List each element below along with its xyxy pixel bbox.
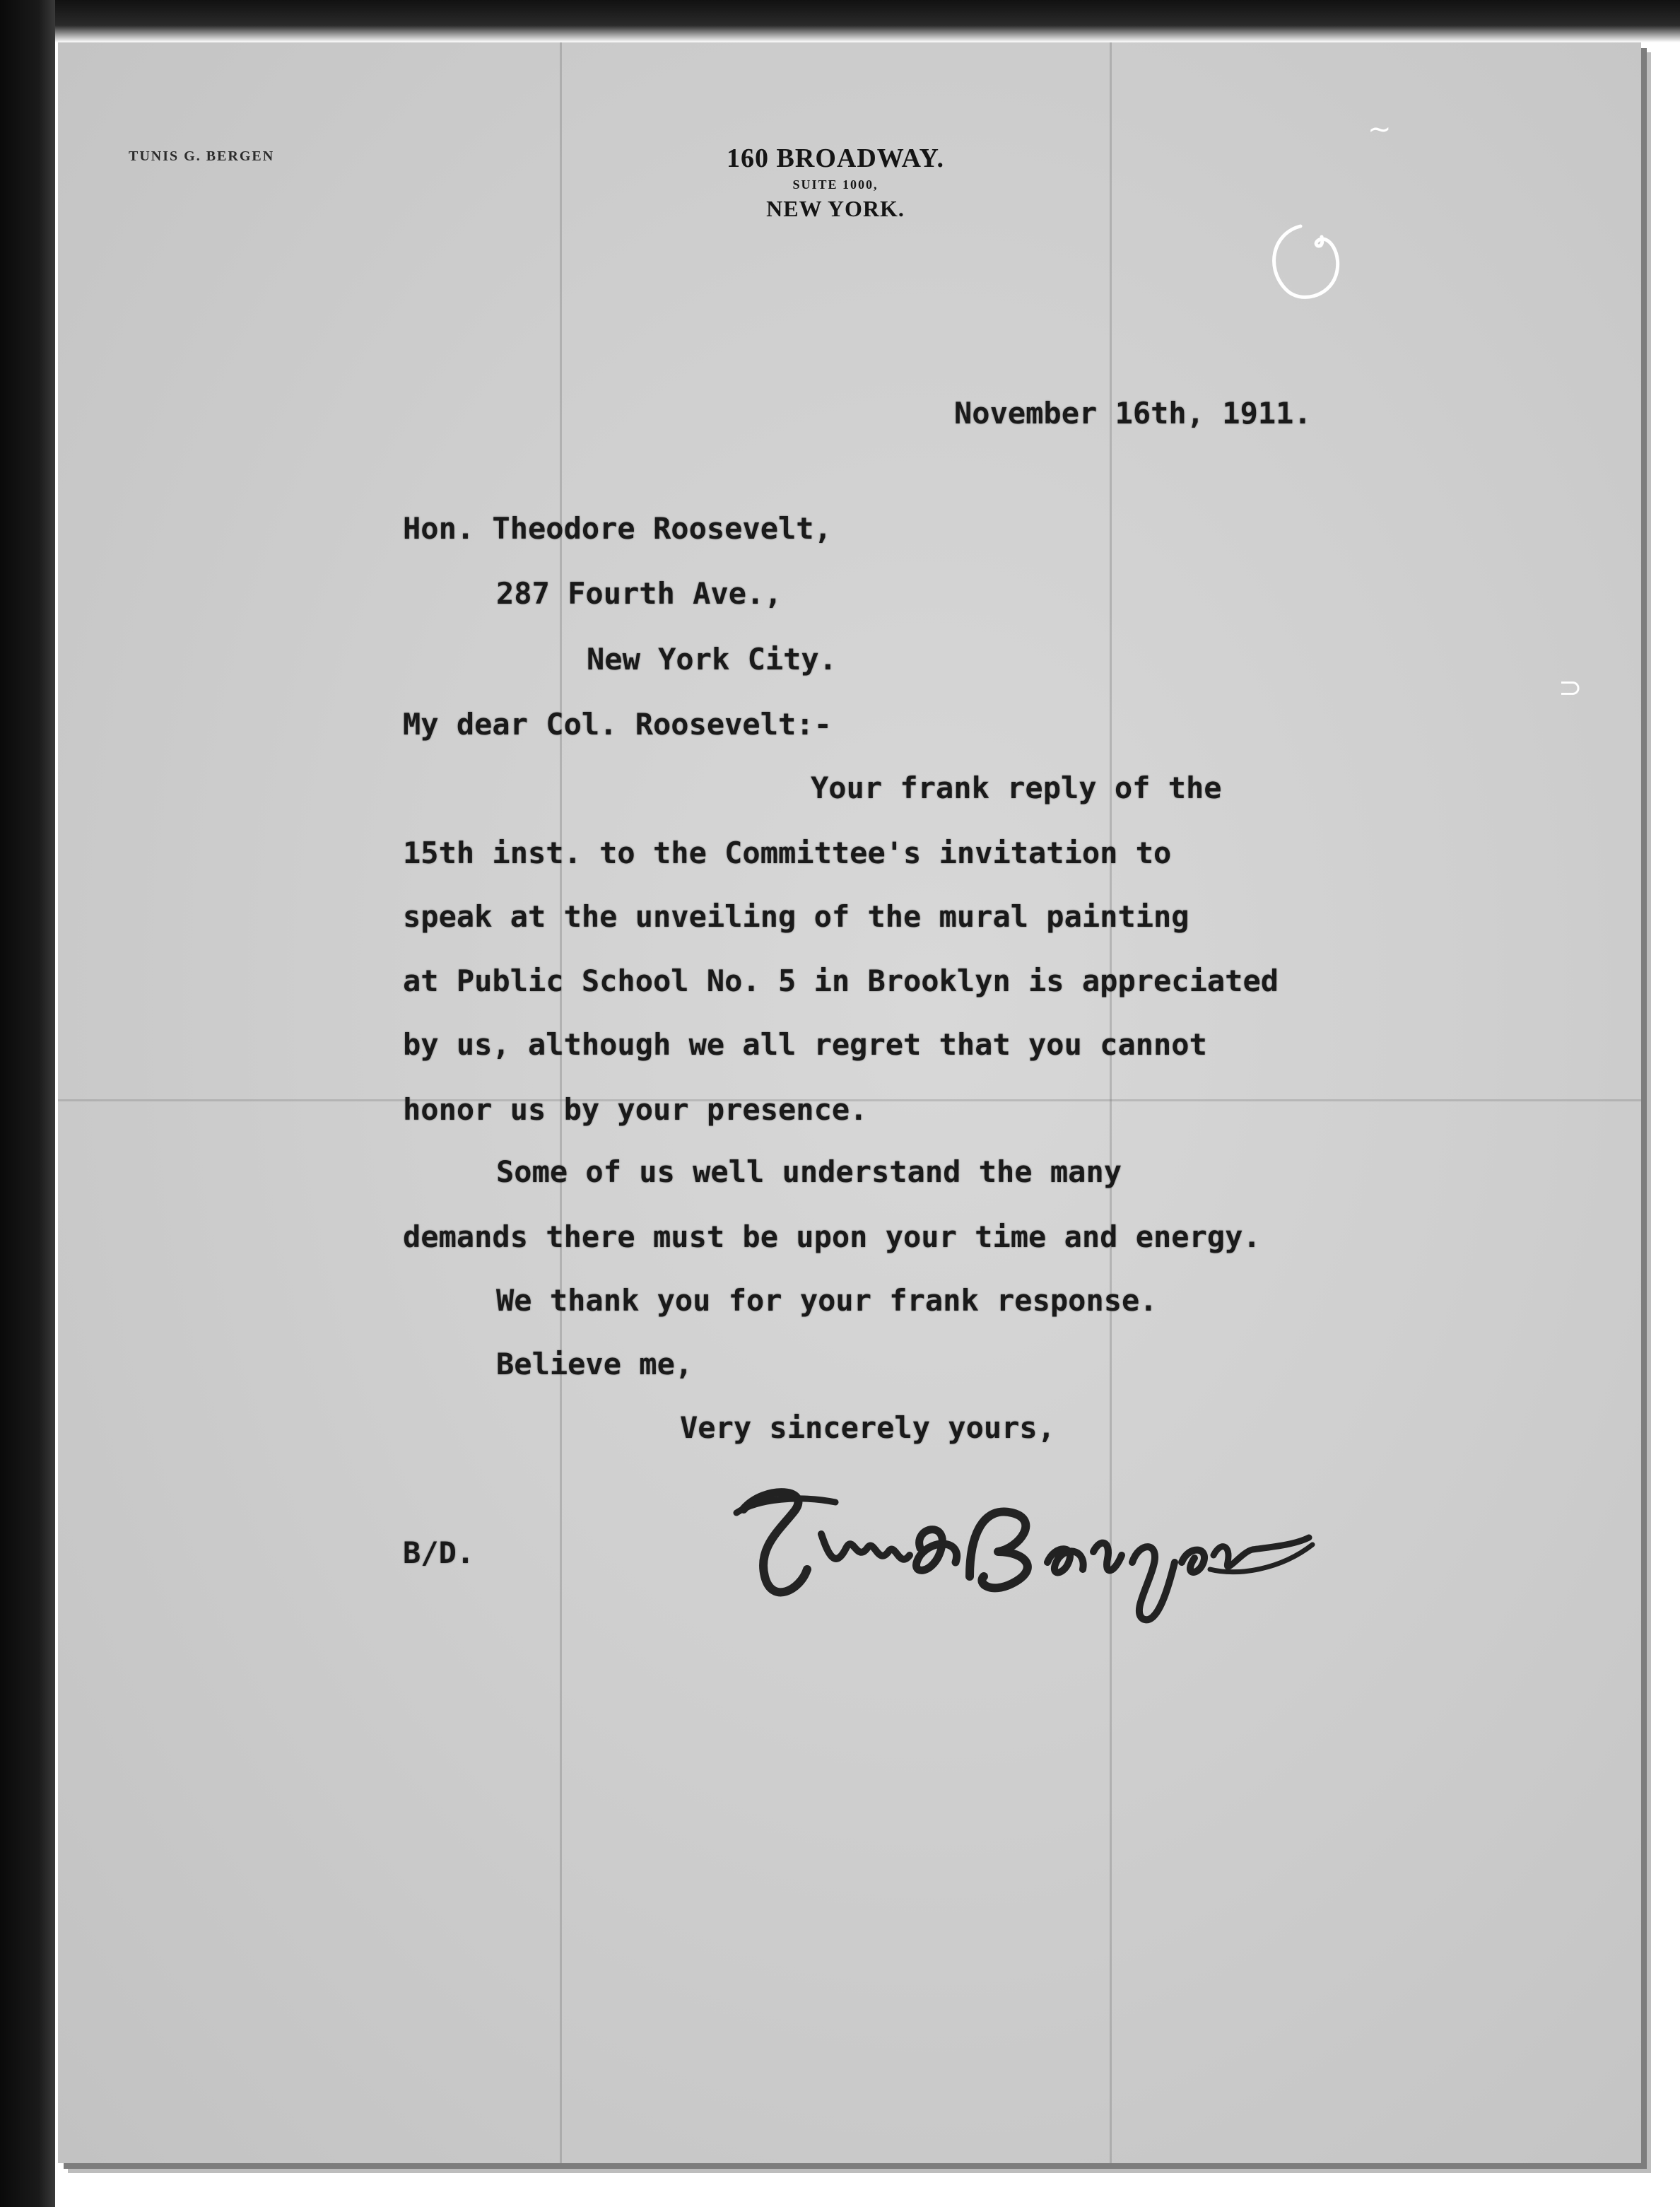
- scan-border-left: [0, 0, 55, 2207]
- body-line: Believe me,: [496, 1347, 693, 1381]
- scan-blemish: ⊃: [1558, 672, 1582, 704]
- scan-border-top: [0, 0, 1680, 42]
- body-line: by us, although we all regret that you cannot: [403, 1027, 1207, 1062]
- fold-line-vertical: [1110, 42, 1112, 2163]
- scan-blemish: ~: [1368, 113, 1392, 146]
- handwritten-signature: [715, 1470, 1316, 1640]
- recipient-street: 287 Fourth Ave.,: [496, 576, 782, 611]
- recipient-city: New York City.: [587, 642, 838, 677]
- body-line: We thank you for your frank response.: [496, 1283, 1158, 1318]
- letter-sheet: [58, 42, 1641, 2163]
- body-line: Some of us well understand the many: [496, 1154, 1122, 1189]
- body-line: Your frank reply of the: [811, 771, 1222, 805]
- body-line: 15th inst. to the Committee's invitation to: [403, 836, 1172, 870]
- letterhead-street: 160 BROADWAY.: [727, 144, 944, 173]
- letterhead-suite: SUITE 1000,: [792, 177, 879, 192]
- closing: Very sincerely yours,: [680, 1410, 1056, 1445]
- letterhead-address: [609, 141, 1062, 223]
- letterhead-name: TUNIS G. BERGEN: [129, 148, 275, 164]
- scan-blemish: [1258, 212, 1364, 325]
- recipient-name: Hon. Theodore Roosevelt,: [403, 511, 832, 546]
- typist-initials: B/D.: [403, 1535, 475, 1570]
- body-line: demands there must be upon your time and energy.: [403, 1219, 1261, 1254]
- body-line: honor us by your presence.: [403, 1092, 868, 1127]
- salutation: My dear Col. Roosevelt:-: [403, 707, 832, 742]
- letterhead-city: NEW YORK.: [766, 196, 905, 221]
- body-line: at Public School No. 5 in Brooklyn is appreciated: [403, 964, 1279, 998]
- letter-date: November 16th, 1911.: [954, 396, 1312, 431]
- body-line: speak at the unveiling of the mural painting: [403, 899, 1189, 934]
